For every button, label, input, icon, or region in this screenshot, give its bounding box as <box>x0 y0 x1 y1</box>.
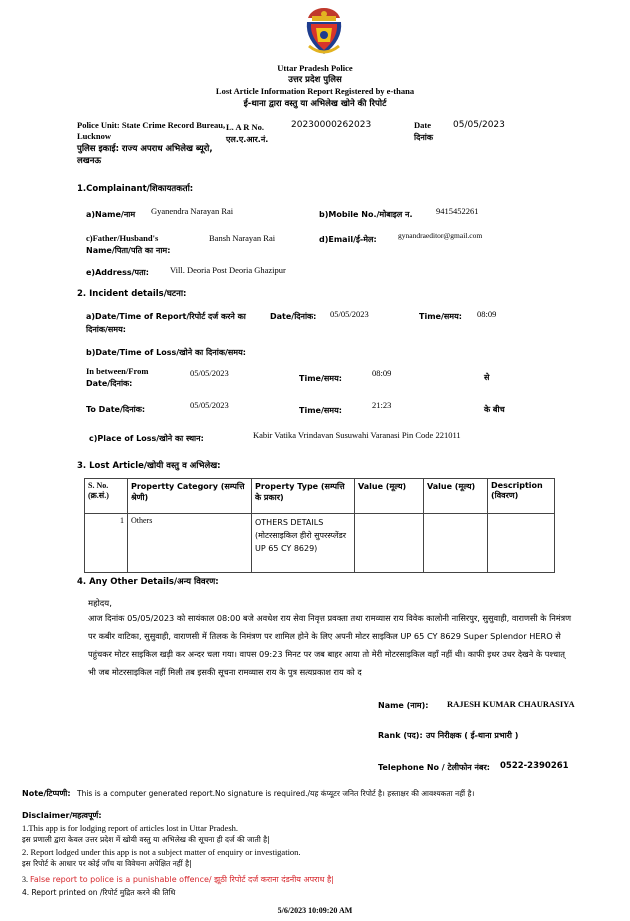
between-label-line1: In between/From <box>86 366 149 376</box>
disclaimer-line-2: 2. Report lodged under this app is not a subject matter of enquiry or investigation. <box>22 847 301 857</box>
loss-from-date: 05/05/2023 <box>190 368 229 378</box>
other-details-section-title: 4. Any Other Details/अन्य विवरण: <box>77 577 219 587</box>
complainant-address: Vill. Deoria Post Deoria Ghazipur <box>170 265 286 275</box>
date-label-en: Date <box>414 120 431 130</box>
lost-articles-table <box>84 478 555 573</box>
lar-label-hi: एल.ए.आर.नं. <box>226 135 269 144</box>
officer-phone: 0522-2390261 <box>500 761 569 771</box>
letter-body: आज दिनांक 05/05/2023 को सायंकाल 08:00 बजे अवधेश राय सेवा निवृत्त प्रवक्ता तथा रामव्यास राय विवेक कालोनी नासिरपुर, सुसुवाही, वाराणसी के निमंत्रण पर कबीर वाटिका, सुसुवाही, वाराणसी में तिलक के निमंत्रण पर शामिल होने के लिए अपनी मोटर साइकिल UP 65 CY 8629 Super Splendor HERO से पहुंचकर मोटर साइकिल खड़ी कर अन्दर चला गया। वापस 09:23 मिनट पर जब बाहर आया तो मेरी मोटरसाइकिल वहाँ नहीं थी। काफी इधर उधर देखने के पश्चात् भी जब मोटरसाइकिल नहीं मिली तब इसकी सूचना रामव्यास राय के पुत्र सत्यप्रकाश राय को द <box>88 613 572 677</box>
complainant-name: Gyanendra Narayan Rai <box>151 206 234 216</box>
report-time-label: Time/समय: <box>419 312 462 321</box>
complainant-mobile: 9415452261 <box>436 206 479 216</box>
note-text: This is a computer generated report.No signature is required./यह कंप्यूटर जनित रिपोर्ट है। हस्ताक्षर की आवश्यकता नहीं है। <box>77 789 475 798</box>
police-unit-label-en: Police Unit: State Crime Record Bureau, Lucknow <box>77 120 226 141</box>
up-police-emblem-icon <box>301 6 347 58</box>
to-time-label: Time/समय: <box>299 406 342 415</box>
between-label-line2: Date/दिनांक: <box>86 379 133 388</box>
col-value-1: Value (मूल्य) <box>355 479 424 514</box>
disclaimer-line-3: False report to police is a punishable offence/ झूठी रिपोर्ट दर्ज कराना दंडनीय अपराध है| <box>30 875 334 884</box>
incident-section-title: 2. Incident details/घटना: <box>77 289 187 299</box>
place-label: c)Place of Loss/खोने का स्थान: <box>89 434 204 443</box>
disclaimer-line-3-number: 3. <box>22 875 28 884</box>
row-description <box>488 514 555 573</box>
disclaimer-line-1-hi: इस प्रणाली द्वारा केवल उत्तर प्रदेश में खोयी वस्तु या अभिलेख की सूचना ही दर्ज की जाती है| <box>22 835 270 844</box>
col-sno: S. No. (क्र.सं.) <box>85 479 128 514</box>
articles-section-title: 3. Lost Article/खोयी वस्तु व अभिलेख: <box>77 461 221 471</box>
row-type: OTHERS DETAILS (मोटरसाइकिल हीरो सुपरस्प्लेंडर UP 65 CY 8629) <box>252 514 355 573</box>
loss-to-date: 05/05/2023 <box>190 400 229 410</box>
disclaimer-label: Disclaimer/महत्वपूर्ण: <box>22 811 102 820</box>
row-sno: 1 <box>85 514 128 573</box>
col-description: Description (विवरण) <box>488 479 555 514</box>
complainant-section-title: 1.Complainant/शिकायतकर्ता: <box>77 184 194 194</box>
table-row <box>85 514 555 573</box>
disclaimer-line-4: 4. Report printed on /रिपोर्ट मुद्रित करने की तिथि <box>22 888 176 897</box>
name-label: a)Name/नाम <box>86 210 136 219</box>
col-value-2: Value (मूल्य) <box>424 479 488 514</box>
officer-rank: उप निरीक्षक ( ई-थाना प्रभारी ) <box>426 731 519 740</box>
report-date-label: Date/दिनांक: <box>270 312 317 321</box>
father-label-line2: Name/पिता/पति का नाम: <box>86 246 171 255</box>
officer-name: RAJESH KUMAR CHAURASIYA <box>447 699 575 709</box>
disclaimer-line-3-row <box>22 874 334 885</box>
printed-timestamp: 5/6/2023 10:09:20 AM <box>277 906 353 915</box>
report-title-hi: ई-थाना द्वारा वस्तु या अभिलेख खोने की रिपोर्ट <box>243 99 387 109</box>
officer-rank-label: Rank (पद): <box>378 731 423 740</box>
disclaimer-line-2-hi: इस रिपोर्ट के आधार पर कोई जाँच या विवेचना अपेक्षित नहीं है| <box>22 859 192 868</box>
from-time-label: Time/समय: <box>299 374 342 383</box>
incident-report-date: 05/05/2023 <box>330 309 369 319</box>
note-label: Note/टिप्पणी: <box>22 789 71 798</box>
report-time-label-line1: a)Date/Time of Report/रिपोर्ट दर्ज करने का <box>86 312 246 321</box>
date-label-hi: दिनांक <box>414 133 433 142</box>
row-value-2 <box>424 514 488 573</box>
email-label: d)Email/ई-मेल: <box>319 235 377 244</box>
loss-time-label: b)Date/Time of Loss/खोने का दिनांक/समय: <box>86 348 246 357</box>
officer-name-label: Name (नाम): <box>378 701 429 710</box>
letter-salutation: महोदय, <box>88 599 112 609</box>
lar-label-en: L. A R No. <box>226 122 265 132</box>
org-name-hi: उत्तर प्रदेश पुलिस <box>288 75 342 85</box>
officer-phone-label: Telephone No / टेलीफोन नंबर: <box>378 763 490 772</box>
police-unit-label-hi: पुलिस इकाई: राज्य अपराध अभिलेख ब्यूरो, लखनऊ <box>77 144 213 166</box>
to-date-label: To Date/दिनांक: <box>86 405 146 414</box>
lar-number: 20230000262023 <box>291 120 372 130</box>
col-category: Propertty Category (सम्पत्ति श्रेणी) <box>128 479 252 514</box>
report-time-label-line2: दिनांक/समय: <box>86 325 126 334</box>
row-category: Others <box>128 514 252 573</box>
table-header-row <box>85 479 555 514</box>
disclaimer-line-1: 1.This app is for lodging report of articles lost in Uttar Pradesh. <box>22 823 238 833</box>
report-title-en: Lost Article Information Report Registered by e-thana <box>215 86 415 96</box>
from-suffix: से <box>484 373 490 382</box>
to-suffix: के बीच <box>484 405 505 414</box>
address-label: e)Address/पता: <box>86 268 149 277</box>
loss-from-time: 08:09 <box>372 368 392 378</box>
loss-place: Kabir Vatika Vrindavan Susuwahi Varanasi Pin Code 221011 <box>253 430 461 440</box>
father-label-line1: c)Father/Husband's <box>86 233 159 243</box>
loss-to-time: 21:23 <box>372 400 392 410</box>
org-name-en: Uttar Pradesh Police <box>277 63 353 73</box>
mobile-label: b)Mobile No./मोबाइल न. <box>319 210 413 219</box>
incident-report-time: 08:09 <box>477 309 497 319</box>
complainant-father: Bansh Narayan Rai <box>209 233 276 243</box>
row-value-1 <box>355 514 424 573</box>
report-date: 05/05/2023 <box>453 120 505 130</box>
complainant-email: gynandraeditor@gmail.com <box>398 231 483 240</box>
col-type: Property Type (सम्पत्ति के प्रकार) <box>252 479 355 514</box>
